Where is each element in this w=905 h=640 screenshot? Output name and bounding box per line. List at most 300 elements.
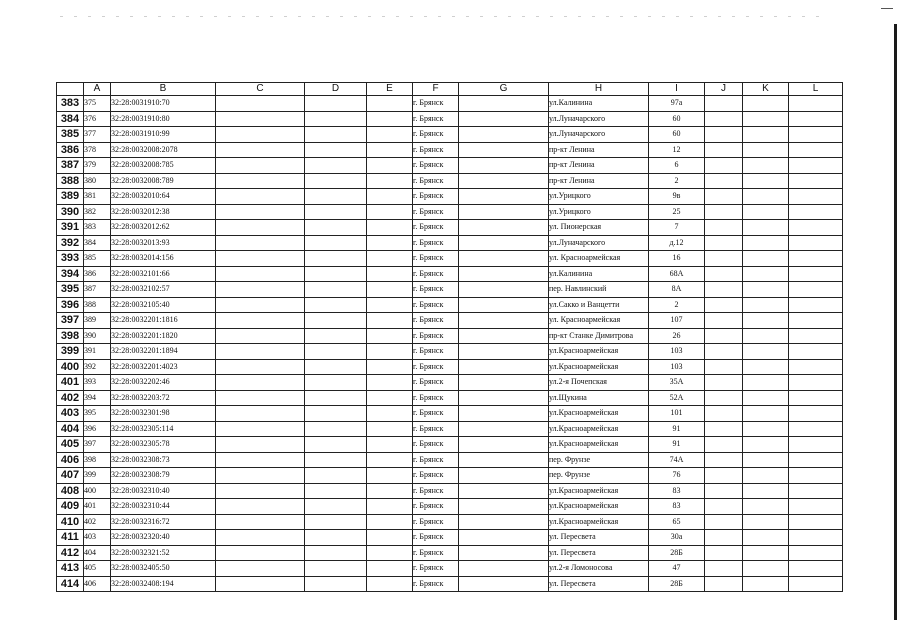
cell-a-number: 389 xyxy=(84,313,111,329)
cell-k xyxy=(743,127,789,143)
cell-j xyxy=(705,189,743,205)
cell-l xyxy=(789,514,843,530)
cell-h-street: ул.Луначарского xyxy=(549,111,649,127)
cell-l xyxy=(789,173,843,189)
cell-g xyxy=(459,421,549,437)
cell-j xyxy=(705,127,743,143)
cell-g xyxy=(459,142,549,158)
cell-b-cadastral: 32:28:0032321:52 xyxy=(111,545,216,561)
cell-k xyxy=(743,437,789,453)
cell-l xyxy=(789,297,843,313)
cell-a-number: 379 xyxy=(84,158,111,174)
cell-l xyxy=(789,561,843,577)
cell-d xyxy=(305,111,367,127)
cell-c xyxy=(216,189,305,205)
cell-h-street: ул.Калинина xyxy=(549,96,649,112)
cell-j xyxy=(705,313,743,329)
column-header-row xyxy=(57,83,843,96)
table-row xyxy=(57,297,843,313)
cell-f-city: г. Брянск xyxy=(413,251,459,267)
cell-a-number: 393 xyxy=(84,375,111,391)
table-row xyxy=(57,359,843,375)
cell-j xyxy=(705,468,743,484)
cell-j xyxy=(705,375,743,391)
cell-e xyxy=(367,251,413,267)
table-body xyxy=(57,96,843,592)
cell-k xyxy=(743,266,789,282)
cell-a-number: 402 xyxy=(84,514,111,530)
cell-l xyxy=(789,437,843,453)
cell-e xyxy=(367,452,413,468)
cell-c xyxy=(216,390,305,406)
cell-i-house: 2 xyxy=(649,173,705,189)
column-header: K xyxy=(743,83,789,96)
cell-f-city: г. Брянск xyxy=(413,235,459,251)
cell-h-street: ул. Пересвета xyxy=(549,576,649,592)
cell-a-number: 386 xyxy=(84,266,111,282)
cell-b-cadastral: 32:28:0031910:70 xyxy=(111,96,216,112)
table-row xyxy=(57,499,843,515)
cell-c xyxy=(216,142,305,158)
cell-k xyxy=(743,421,789,437)
cell-c xyxy=(216,468,305,484)
cell-d xyxy=(305,406,367,422)
cell-c xyxy=(216,545,305,561)
cell-e xyxy=(367,96,413,112)
cell-i-house: 91 xyxy=(649,421,705,437)
row-number: 401 xyxy=(57,375,84,391)
cell-h-street: ул.Сакко и Ванцетти xyxy=(549,297,649,313)
table-row xyxy=(57,452,843,468)
row-number: 403 xyxy=(57,406,84,422)
cell-e xyxy=(367,530,413,546)
column-header: F xyxy=(413,83,459,96)
cell-i-house: 60 xyxy=(649,111,705,127)
cell-d xyxy=(305,530,367,546)
cell-l xyxy=(789,328,843,344)
table-row xyxy=(57,375,843,391)
cell-j xyxy=(705,96,743,112)
cell-a-number: 396 xyxy=(84,421,111,437)
table-row xyxy=(57,235,843,251)
cell-l xyxy=(789,344,843,360)
cell-j xyxy=(705,561,743,577)
cell-e xyxy=(367,344,413,360)
table-row xyxy=(57,173,843,189)
row-number: 391 xyxy=(57,220,84,236)
cell-f-city: г. Брянск xyxy=(413,452,459,468)
cell-g xyxy=(459,313,549,329)
cell-d xyxy=(305,561,367,577)
cell-b-cadastral: 32:28:0032202:46 xyxy=(111,375,216,391)
cell-f-city: г. Брянск xyxy=(413,313,459,329)
cell-a-number: 388 xyxy=(84,297,111,313)
row-number: 405 xyxy=(57,437,84,453)
cell-l xyxy=(789,111,843,127)
cell-i-house: 103 xyxy=(649,359,705,375)
table-row xyxy=(57,576,843,592)
cell-c xyxy=(216,375,305,391)
cell-h-street: ул.Красноармейская xyxy=(549,406,649,422)
cell-e xyxy=(367,328,413,344)
row-number: 390 xyxy=(57,204,84,220)
cell-g xyxy=(459,530,549,546)
cell-k xyxy=(743,375,789,391)
table-row xyxy=(57,111,843,127)
table-row xyxy=(57,468,843,484)
cell-l xyxy=(789,530,843,546)
cell-j xyxy=(705,452,743,468)
row-number: 414 xyxy=(57,576,84,592)
cell-k xyxy=(743,220,789,236)
cell-b-cadastral: 32:28:0032310:40 xyxy=(111,483,216,499)
cell-k xyxy=(743,468,789,484)
row-number: 384 xyxy=(57,111,84,127)
cell-j xyxy=(705,173,743,189)
cell-j xyxy=(705,158,743,174)
cell-a-number: 385 xyxy=(84,251,111,267)
cell-j xyxy=(705,235,743,251)
cell-g xyxy=(459,158,549,174)
table-row xyxy=(57,204,843,220)
cell-l xyxy=(789,406,843,422)
cell-d xyxy=(305,313,367,329)
cell-l xyxy=(789,576,843,592)
cell-i-house: 68А xyxy=(649,266,705,282)
cell-j xyxy=(705,359,743,375)
cell-a-number: 404 xyxy=(84,545,111,561)
cell-j xyxy=(705,499,743,515)
cell-g xyxy=(459,344,549,360)
cell-i-house: 76 xyxy=(649,468,705,484)
cell-a-number: 381 xyxy=(84,189,111,205)
table-row xyxy=(57,390,843,406)
cell-a-number: 376 xyxy=(84,111,111,127)
cell-f-city: г. Брянск xyxy=(413,328,459,344)
cell-g xyxy=(459,266,549,282)
cell-k xyxy=(743,173,789,189)
cell-j xyxy=(705,514,743,530)
cell-e xyxy=(367,297,413,313)
cell-h-street: ул.Красноармейская xyxy=(549,499,649,515)
cell-i-house: 65 xyxy=(649,514,705,530)
column-header: A xyxy=(84,83,111,96)
cell-c xyxy=(216,251,305,267)
cell-j xyxy=(705,406,743,422)
cell-f-city: г. Брянск xyxy=(413,142,459,158)
column-header: G xyxy=(459,83,549,96)
cell-g xyxy=(459,375,549,391)
cell-i-house: 83 xyxy=(649,483,705,499)
column-header: E xyxy=(367,83,413,96)
cell-f-city: г. Брянск xyxy=(413,437,459,453)
cell-h-street: ул.Красноармейская xyxy=(549,421,649,437)
cell-c xyxy=(216,173,305,189)
cell-h-street: пр-кт Ленина xyxy=(549,142,649,158)
cell-i-house: 26 xyxy=(649,328,705,344)
cell-d xyxy=(305,96,367,112)
cell-f-city: г. Брянск xyxy=(413,468,459,484)
cell-b-cadastral: 32:28:0032013:93 xyxy=(111,235,216,251)
row-number: 399 xyxy=(57,344,84,360)
cell-i-house: 91 xyxy=(649,437,705,453)
cell-c xyxy=(216,499,305,515)
cell-h-street: ул.Щукина xyxy=(549,390,649,406)
cell-c xyxy=(216,220,305,236)
cell-k xyxy=(743,530,789,546)
cell-k xyxy=(743,235,789,251)
cell-i-house: д.12 xyxy=(649,235,705,251)
cell-j xyxy=(705,421,743,437)
cell-e xyxy=(367,406,413,422)
cell-l xyxy=(789,220,843,236)
row-number: 383 xyxy=(57,96,84,112)
cell-f-city: г. Брянск xyxy=(413,158,459,174)
row-number: 394 xyxy=(57,266,84,282)
cell-d xyxy=(305,251,367,267)
cell-g xyxy=(459,173,549,189)
cell-h-street: ул.Луначарского xyxy=(549,127,649,143)
table-row xyxy=(57,545,843,561)
cell-f-city: г. Брянск xyxy=(413,173,459,189)
cell-g xyxy=(459,359,549,375)
cell-d xyxy=(305,282,367,298)
cell-l xyxy=(789,313,843,329)
cell-b-cadastral: 32:28:0032010:64 xyxy=(111,189,216,205)
cell-l xyxy=(789,251,843,267)
table-row xyxy=(57,251,843,267)
cell-a-number: 399 xyxy=(84,468,111,484)
cell-l xyxy=(789,452,843,468)
cell-k xyxy=(743,142,789,158)
table-row xyxy=(57,437,843,453)
cell-e xyxy=(367,390,413,406)
cell-c xyxy=(216,359,305,375)
cell-a-number: 394 xyxy=(84,390,111,406)
cell-f-city: г. Брянск xyxy=(413,390,459,406)
cell-c xyxy=(216,437,305,453)
cell-j xyxy=(705,266,743,282)
cell-a-number: 382 xyxy=(84,204,111,220)
cell-d xyxy=(305,328,367,344)
cell-e xyxy=(367,375,413,391)
cell-j xyxy=(705,530,743,546)
cell-k xyxy=(743,189,789,205)
cell-c xyxy=(216,282,305,298)
cell-i-house: 28Б xyxy=(649,545,705,561)
cell-c xyxy=(216,561,305,577)
cell-i-house: 103 xyxy=(649,344,705,360)
cell-d xyxy=(305,452,367,468)
cell-c xyxy=(216,483,305,499)
cell-b-cadastral: 32:28:0032008:785 xyxy=(111,158,216,174)
cell-f-city: г. Брянск xyxy=(413,344,459,360)
cell-e xyxy=(367,545,413,561)
cell-f-city: г. Брянск xyxy=(413,406,459,422)
table-row xyxy=(57,328,843,344)
cell-b-cadastral: 32:28:0032316:72 xyxy=(111,514,216,530)
table-row xyxy=(57,282,843,298)
cell-c xyxy=(216,204,305,220)
cell-a-number: 375 xyxy=(84,96,111,112)
table-row xyxy=(57,266,843,282)
cell-i-house: 6 xyxy=(649,158,705,174)
cell-k xyxy=(743,344,789,360)
cell-h-street: пер. Навлинский xyxy=(549,282,649,298)
column-header: I xyxy=(649,83,705,96)
cell-j xyxy=(705,545,743,561)
cell-h-street: ул.Красноармейская xyxy=(549,514,649,530)
cell-f-city: г. Брянск xyxy=(413,127,459,143)
cell-i-house: 2 xyxy=(649,297,705,313)
cell-k xyxy=(743,390,789,406)
cell-h-street: ул.Урицкого xyxy=(549,204,649,220)
cell-d xyxy=(305,204,367,220)
cell-g xyxy=(459,328,549,344)
row-number: 406 xyxy=(57,452,84,468)
cell-l xyxy=(789,142,843,158)
cell-g xyxy=(459,297,549,313)
cell-b-cadastral: 32:28:0032405:50 xyxy=(111,561,216,577)
cell-i-house: 9в xyxy=(649,189,705,205)
cell-h-street: ул.Красноармейская xyxy=(549,344,649,360)
cell-l xyxy=(789,421,843,437)
table-row xyxy=(57,313,843,329)
cell-e xyxy=(367,576,413,592)
cell-f-city: г. Брянск xyxy=(413,111,459,127)
cell-d xyxy=(305,235,367,251)
cell-l xyxy=(789,499,843,515)
table-row xyxy=(57,158,843,174)
cell-i-house: 12 xyxy=(649,142,705,158)
cell-f-city: г. Брянск xyxy=(413,282,459,298)
cell-b-cadastral: 32:28:0032320:40 xyxy=(111,530,216,546)
cell-d xyxy=(305,142,367,158)
cell-l xyxy=(789,235,843,251)
cell-c xyxy=(216,96,305,112)
cell-k xyxy=(743,514,789,530)
cell-d xyxy=(305,468,367,484)
cell-j xyxy=(705,297,743,313)
cell-i-house: 83 xyxy=(649,499,705,515)
cell-e xyxy=(367,421,413,437)
cell-k xyxy=(743,483,789,499)
cell-h-street: ул. Пересвета xyxy=(549,545,649,561)
row-number: 398 xyxy=(57,328,84,344)
cell-c xyxy=(216,530,305,546)
cell-f-city: г. Брянск xyxy=(413,514,459,530)
cell-b-cadastral: 32:28:0032012:62 xyxy=(111,220,216,236)
cell-j xyxy=(705,282,743,298)
cell-g xyxy=(459,96,549,112)
cell-a-number: 400 xyxy=(84,483,111,499)
cell-d xyxy=(305,483,367,499)
cell-l xyxy=(789,390,843,406)
cell-f-city: г. Брянск xyxy=(413,220,459,236)
row-number: 407 xyxy=(57,468,84,484)
table-row xyxy=(57,344,843,360)
cell-l xyxy=(789,375,843,391)
cell-a-number: 378 xyxy=(84,142,111,158)
cell-b-cadastral: 32:28:0032301:98 xyxy=(111,406,216,422)
cell-l xyxy=(789,158,843,174)
cell-d xyxy=(305,359,367,375)
row-number: 410 xyxy=(57,514,84,530)
cell-g xyxy=(459,282,549,298)
cell-e xyxy=(367,111,413,127)
cell-i-house: 28Б xyxy=(649,576,705,592)
cell-b-cadastral: 32:28:0032305:78 xyxy=(111,437,216,453)
cell-h-street: ул.Урицкого xyxy=(549,189,649,205)
cell-b-cadastral: 32:28:0032014:156 xyxy=(111,251,216,267)
table-row xyxy=(57,96,843,112)
table-row xyxy=(57,127,843,143)
cell-k xyxy=(743,297,789,313)
cell-b-cadastral: 32:28:0032305:114 xyxy=(111,421,216,437)
cell-a-number: 403 xyxy=(84,530,111,546)
cell-c xyxy=(216,452,305,468)
cell-e xyxy=(367,204,413,220)
cell-h-street: ул.2-я Ломоносова xyxy=(549,561,649,577)
cell-e xyxy=(367,235,413,251)
cell-d xyxy=(305,576,367,592)
row-number: 397 xyxy=(57,313,84,329)
cell-h-street: ул.Красноармейская xyxy=(549,359,649,375)
cell-k xyxy=(743,328,789,344)
cell-d xyxy=(305,297,367,313)
cell-b-cadastral: 32:28:0032203:72 xyxy=(111,390,216,406)
table-row xyxy=(57,483,843,499)
row-number: 392 xyxy=(57,235,84,251)
cell-i-house: 25 xyxy=(649,204,705,220)
cell-b-cadastral: 32:28:0032310:44 xyxy=(111,499,216,515)
cell-k xyxy=(743,359,789,375)
cell-d xyxy=(305,375,367,391)
cell-h-street: пр-кт Ленина xyxy=(549,173,649,189)
cell-e xyxy=(367,189,413,205)
cell-k xyxy=(743,406,789,422)
cell-k xyxy=(743,111,789,127)
row-number: 404 xyxy=(57,421,84,437)
row-number: 408 xyxy=(57,483,84,499)
cell-f-city: г. Брянск xyxy=(413,576,459,592)
cell-f-city: г. Брянск xyxy=(413,375,459,391)
cell-j xyxy=(705,111,743,127)
spreadsheet-table xyxy=(56,82,843,592)
cell-d xyxy=(305,158,367,174)
cell-c xyxy=(216,266,305,282)
cell-l xyxy=(789,545,843,561)
cell-a-number: 377 xyxy=(84,127,111,143)
cell-a-number: 390 xyxy=(84,328,111,344)
cell-g xyxy=(459,468,549,484)
cell-e xyxy=(367,158,413,174)
cell-b-cadastral: 32:28:0032201:1820 xyxy=(111,328,216,344)
cell-l xyxy=(789,282,843,298)
cell-c xyxy=(216,344,305,360)
cell-h-street: ул.Красноармейская xyxy=(549,437,649,453)
cell-a-number: 398 xyxy=(84,452,111,468)
row-number: 400 xyxy=(57,359,84,375)
table-row xyxy=(57,421,843,437)
cell-g xyxy=(459,483,549,499)
cell-l xyxy=(789,266,843,282)
cell-a-number: 397 xyxy=(84,437,111,453)
cell-f-city: г. Брянск xyxy=(413,359,459,375)
cell-c xyxy=(216,514,305,530)
row-number: 385 xyxy=(57,127,84,143)
cell-i-house: 107 xyxy=(649,313,705,329)
